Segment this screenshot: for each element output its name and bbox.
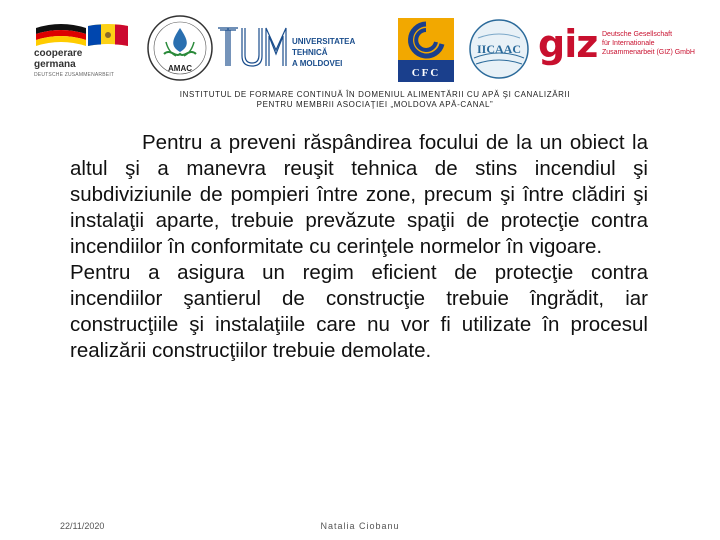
header-line2: PENTRU MEMBRII ASOCIAŢIEI „MOLDOVA APĂ-CANAL” (256, 100, 494, 109)
amac-label: AMAC (168, 64, 192, 73)
utm-logo-text (292, 36, 386, 69)
cooperare-germana-logo (30, 22, 130, 84)
cooperation-line1: cooperare (34, 48, 83, 59)
cooperation-line2: germana (34, 59, 76, 70)
giz-logo-text (602, 30, 695, 57)
utm-logo (216, 22, 386, 72)
iicaac-label: IICAAC (476, 42, 522, 56)
utm-line2: A MOLDOVEI (292, 59, 343, 68)
cfc-logo (396, 16, 456, 84)
giz-line3: Zusammenarbeit (GIZ) GmbH (602, 49, 695, 56)
slide-body (70, 130, 648, 364)
footer-date: 22/11/2020 (60, 521, 105, 531)
header-line1: INSTITUTUL DE FORMARE CONTINUĂ ÎN DOMENIUL ALIMENTĂRII CU APĂ ŞI CANALIZĂRII (179, 90, 571, 99)
body-paragraph-2: Pentru a asigura un regim eficient de protecţie contra incendiilor şantierul de construcţie trebuie îngrădit, iar construcţiile şi instalaţiile care nu vor fi utilizate în procesul realizării construcţiilor trebuie demolate. (70, 261, 648, 362)
cooperation-logo-text (34, 48, 82, 70)
utm-line1: UNIVERSITATEA TEHNICĂ (292, 37, 355, 57)
giz-logo (536, 22, 706, 72)
institute-header (0, 90, 720, 110)
germany-flag-icon (36, 22, 86, 46)
giz-line2: für Internationale (602, 40, 655, 47)
footer-author: Natalia Ciobanu (320, 521, 400, 531)
cooperation-line3: DEUTSCHE ZUSAMMENARBEIT (34, 72, 115, 78)
cfc-label: CFC (411, 67, 441, 79)
iicaac-logo (468, 18, 530, 80)
body-paragraph-1: Pentru a preveni răspândirea focului de la un obiect la altul şi a manevra reuşit tehnica de stins incendiul şi subdiviziunile de pompieri între zone, precum şi între clădiri şi instalaţii aparte, trebuie prevăzute spaţii de protecţie contra incendiilor în conformitate cu cerinţele normelor în vigoare. (70, 131, 648, 258)
utm-letters-icon (216, 22, 292, 72)
logo-strip (0, 8, 720, 88)
giz-wordmark: giz (538, 22, 598, 66)
amac-logo (146, 14, 214, 82)
moldova-flag-icon (88, 22, 128, 46)
giz-line1: Deutsche Gesellschaft (602, 31, 673, 38)
